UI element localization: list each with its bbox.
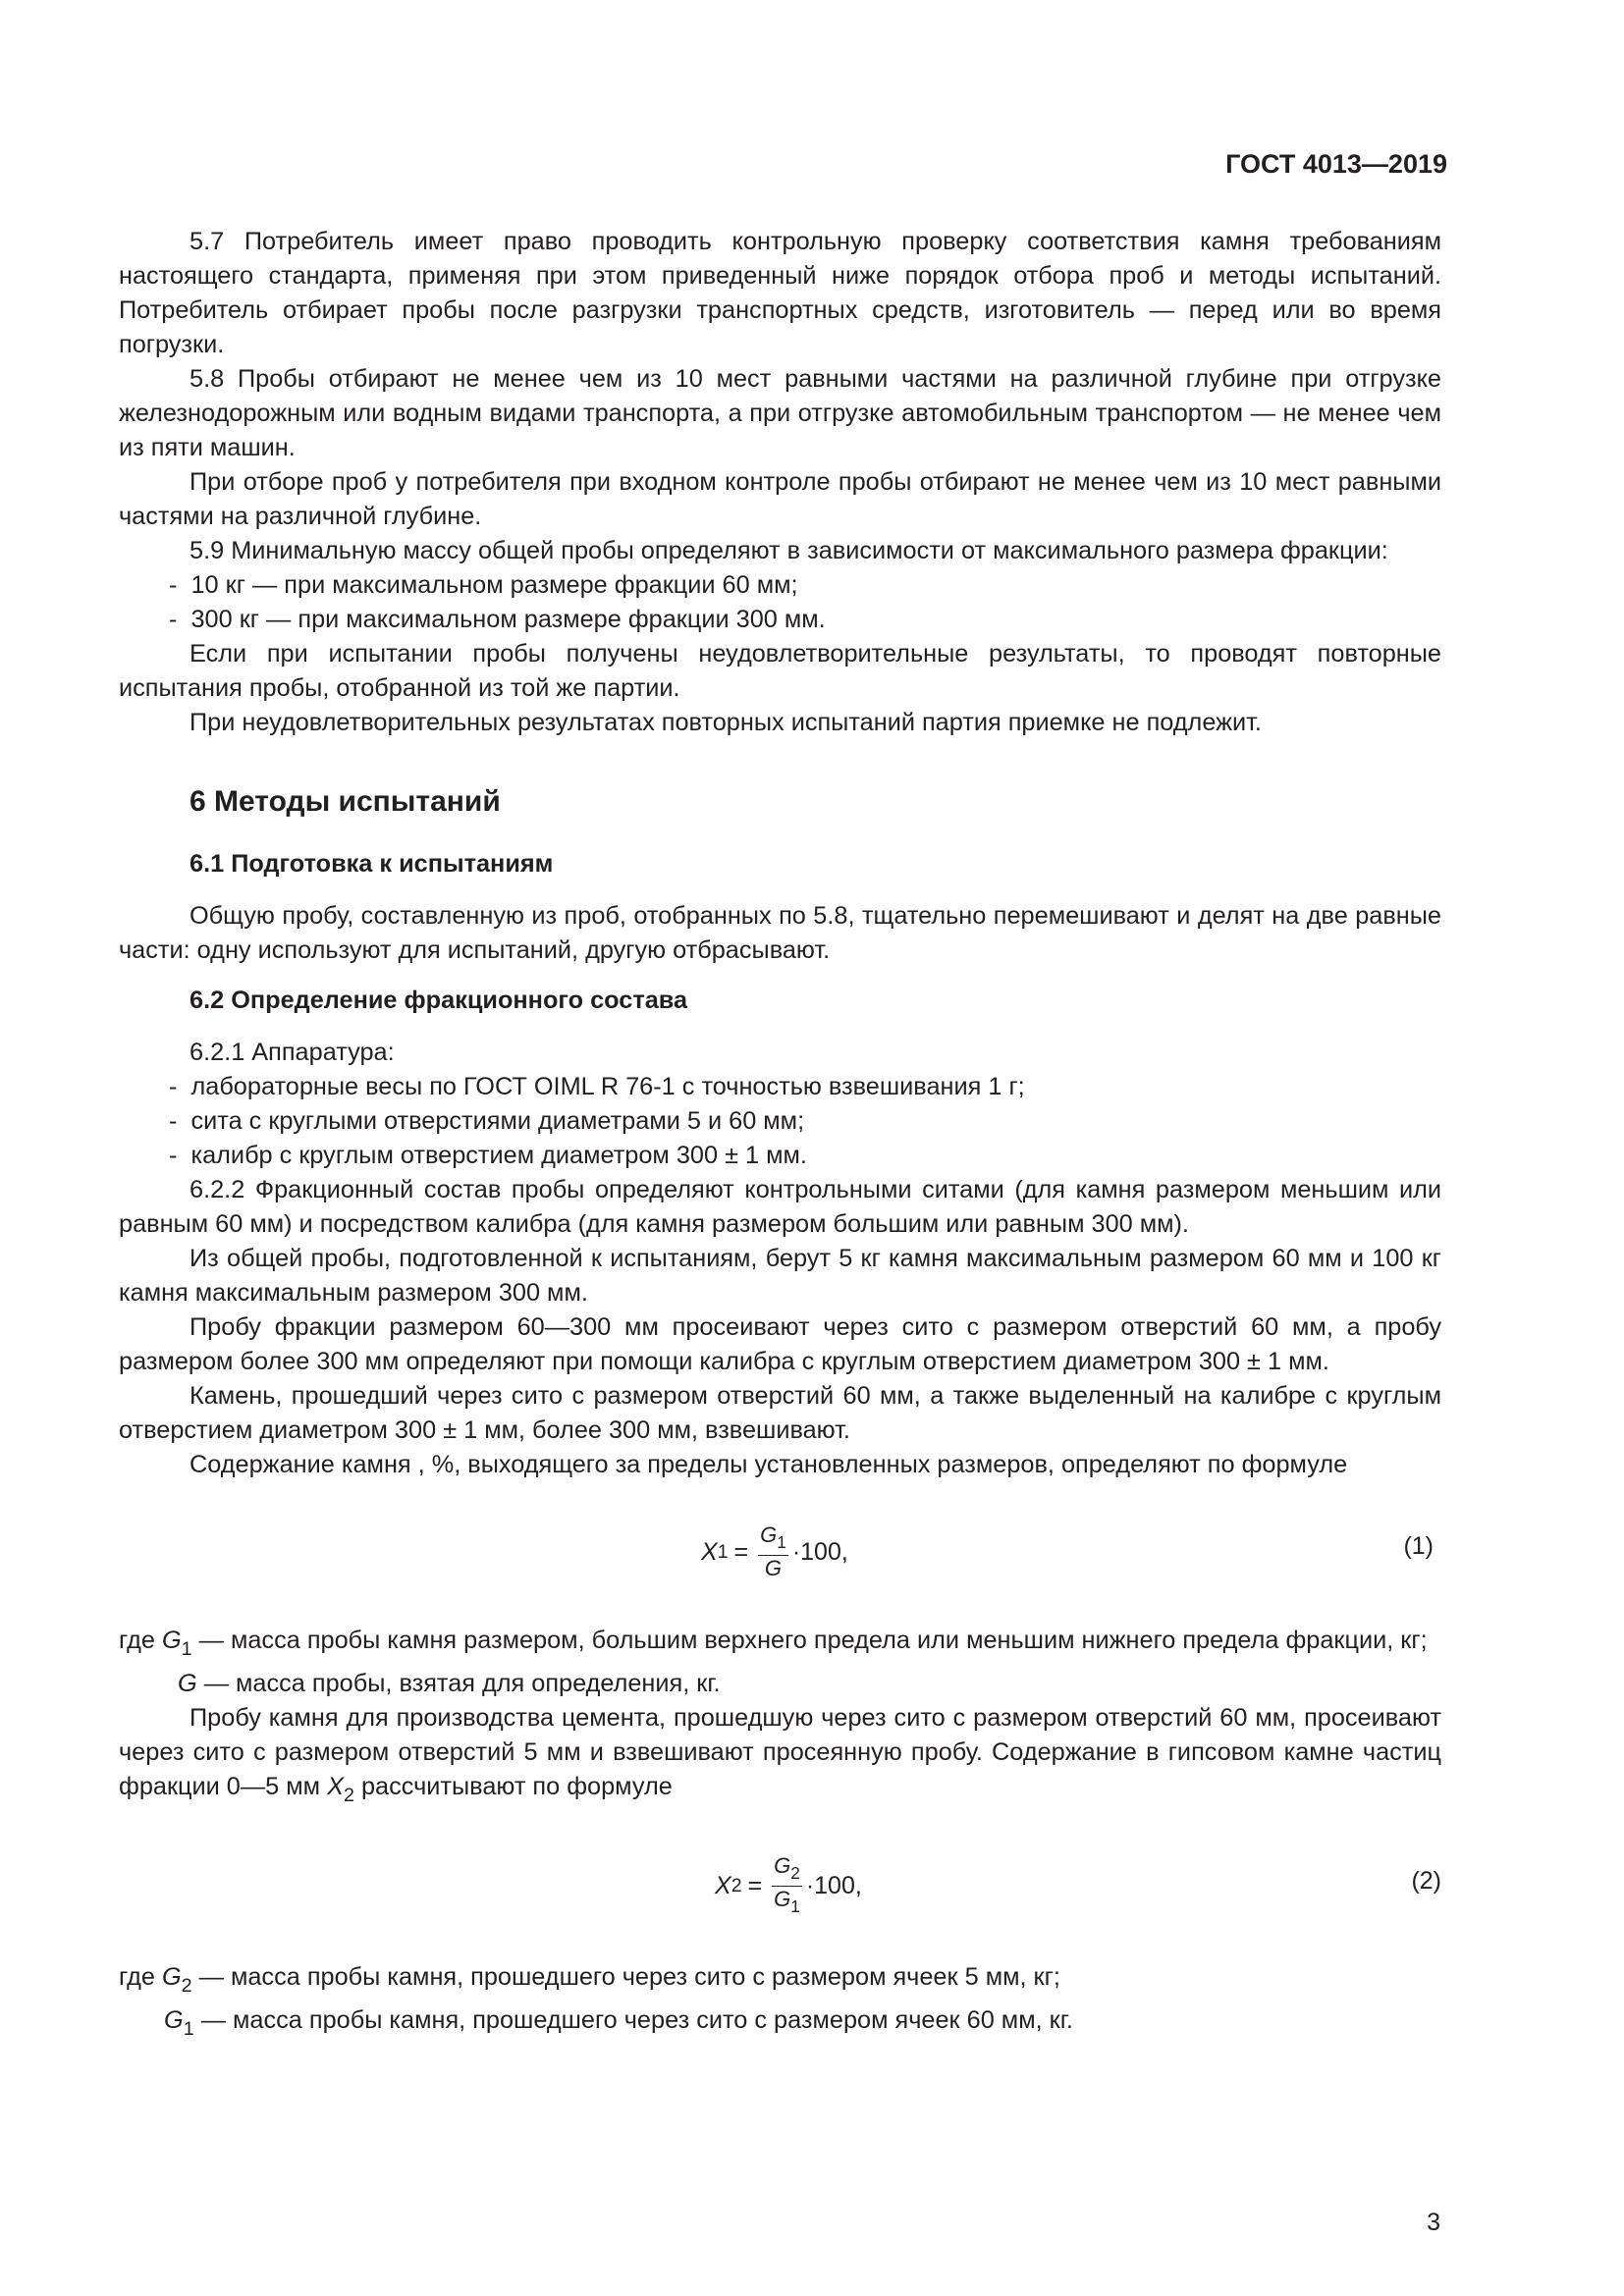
list-item: - сита с круглыми отверстиями диаметрами 5 и 60 мм; [119, 1104, 1441, 1139]
formula-2 [119, 1852, 1441, 1921]
section-6-heading: 6 Методы испытаний [189, 785, 501, 818]
legend-lead: где [119, 1962, 155, 1991]
subsection-6-2-heading: 6.2 Определение фракционного состава [189, 987, 688, 1014]
formula-subscript: 1 [777, 1532, 786, 1552]
equation-number: (2) [1411, 1866, 1441, 1895]
paragraph-sieving: Пробу фракции размером 60—300 мм просеивают через сито с размером отверстий 60 мм, а пробу размером более 300 мм определяют при помощи калибра с круглым отверстием диаметром 300 ± 1 мм. [119, 1313, 1441, 1375]
formula-variable: X [715, 1872, 731, 1900]
formula-subscript: 2 [343, 1784, 354, 1806]
legend-description: — масса пробы камня, прошедшего через сито с размером ячеек 5 мм, кг; [198, 1962, 1060, 1991]
formula-variable: G [774, 1887, 791, 1912]
paragraph-text: Пробу камня для производства цемента, прошедшую через сито с размером отверстий 60 мм, просеивают через сито с размером отверстий 5 мм и взвешивают просеянную пробу. Содержание в гипсовом камне частиц фракции 0—5 мм [119, 1703, 1441, 1800]
formula-subscript: 1 [717, 1540, 729, 1563]
formula-1-legend [119, 1624, 1441, 1701]
formula-2-legend [119, 1960, 1441, 2047]
fraction-numerator [758, 1522, 788, 1556]
legend-description: — масса пробы, взятая для определения, кг. [203, 1669, 721, 1697]
paragraph-weighing: Камень, прошедший через сито с размером отверстий 60 мм, а также выделенный на калибре с круглым отверстием диаметром 300 ± 1 мм, более 300 мм, взвешивают. [119, 1382, 1441, 1444]
paragraph-cement [119, 1701, 1441, 1813]
formula-variable: G [774, 1853, 791, 1879]
list-item: - 300 кг — при максимальном размере фракции 300 мм. [119, 603, 1441, 637]
fraction-denominator [772, 1887, 802, 1919]
formula-1-expression [701, 1518, 848, 1586]
paragraph-rejection: При неудовлетворительных результатах повторных испытаний партия приемке не подлежит. [189, 709, 1262, 736]
paragraph-6-2-1: 6.2.1 Аппаратура: [189, 1039, 395, 1066]
paragraph-5-9: 5.9 Минимальную массу общей пробы определяют в зависимости от максимального размера фракции: [189, 537, 1388, 564]
list-item: - 10 кг — при максимальном размере фракции 60 мм; [119, 568, 1441, 603]
legend-description: — масса пробы камня, прошедшего через сито с размером ячеек 60 мм, кг. [200, 2005, 1073, 2034]
page-number: 3 [1427, 2209, 1440, 2236]
formula-tail: ·100, [805, 1872, 862, 1900]
formula-subscript: 2 [181, 1974, 192, 1997]
formula-equals: = [747, 1872, 763, 1900]
legend-lead: где [119, 1627, 155, 1654]
formula-variable: X [327, 1772, 344, 1800]
formula-variable: G [161, 1962, 182, 1991]
formula-subscript: 1 [183, 2017, 194, 2040]
fraction-denominator [763, 1556, 784, 1581]
paragraph-5-8: 5.8 Пробы отбирают не менее чем из 10 мест равными частями на различной глубине при отгрузке железнодорожным или водным видами транспорта, а при отгрузке автомобильным транспортом — не менее чем из пяти машин. [119, 365, 1441, 461]
legend-item [119, 2003, 1441, 2047]
standard-id-header: ГОСТ 4013—2019 [1225, 149, 1447, 179]
formula-variable: G [764, 1556, 783, 1580]
formula-variable: G [760, 1522, 778, 1547]
formula-equals: = [733, 1537, 749, 1566]
formula-tail: ·100, [791, 1537, 848, 1566]
formula-variable: G [178, 1669, 197, 1697]
paragraph-retest: Если при испытании пробы получены неудовлетворительные результаты, то проводят повторные испытания пробы, отобранной из той же партии. [119, 640, 1441, 702]
formula-variable: G [161, 1627, 182, 1654]
formula-subscript: 1 [790, 1896, 800, 1917]
formula-subscript: 2 [790, 1863, 800, 1884]
paragraph-formula-intro: Содержание камня , %, выходящего за пределы установленных размеров, определяют по формуле [189, 1451, 1348, 1478]
legend-item [119, 1960, 1441, 2003]
paragraph-text: рассчитывают по формуле [360, 1772, 673, 1800]
formula-variable: G [164, 2005, 184, 2034]
formula-1 [119, 1518, 1441, 1586]
list-item: - лабораторные весы по ГОСТ OIML R 76-1 с точностью взвешивания 1 г; [119, 1070, 1441, 1104]
formula-2-expression [715, 1852, 862, 1921]
formula-subscript: 1 [181, 1637, 192, 1660]
subsection-6-1-heading: 6.1 Подготовка к испытаниям [189, 850, 554, 878]
formula-fraction [758, 1522, 788, 1581]
legend-description: — масса пробы камня размером, большим верхнего предела или меньшим нижнего предела фракции, кг; [198, 1627, 1428, 1654]
paragraph-5-8-incoming-control: При отборе проб у потребителя при входном контроле пробы отбирают не менее чем из 10 мест равными частями на различной глубине. [119, 468, 1441, 530]
paragraph-sample-mass: Из общей пробы, подготовленной к испытаниям, берут 5 кг камня максимальным размером 60 мм и 100 кг камня максимальным размером 300 мм. [119, 1245, 1441, 1307]
formula-subscript: 2 [731, 1875, 742, 1897]
paragraph-5-7: 5.7 Потребитель имеет право проводить контрольную проверку соответствия камня требованиям настоящего стандарта, применяя при этом приведенный ниже порядок отбора проб и методы испытаний. Потребитель отбирает пробы после разгрузки транспортных средств, изготовитель — перед или во время погрузки. [119, 228, 1441, 358]
equation-number: (1) [1403, 1532, 1434, 1560]
fraction-numerator [772, 1853, 802, 1887]
page-body [119, 225, 1441, 2047]
paragraph-6-1: Общую пробу, составленную из проб, отобранных по 5.8, тщательно перемешивают и делят на две равные части: одну используют для испытаний, другую отбрасывают. [119, 902, 1441, 964]
legend-item [119, 1624, 1441, 1667]
paragraph-6-2-2: 6.2.2 Фракционный состав пробы определяют контрольными ситами (для камня размером меньшим или равным 60 мм) и посредством калибра (для камня размером большим или равным 300 мм). [119, 1176, 1441, 1238]
list-item: - калибр с круглым отверстием диаметром 300 ± 1 мм. [119, 1139, 1441, 1173]
formula-variable: X [701, 1537, 718, 1566]
legend-item [119, 1667, 1441, 1701]
formula-fraction [772, 1853, 802, 1919]
